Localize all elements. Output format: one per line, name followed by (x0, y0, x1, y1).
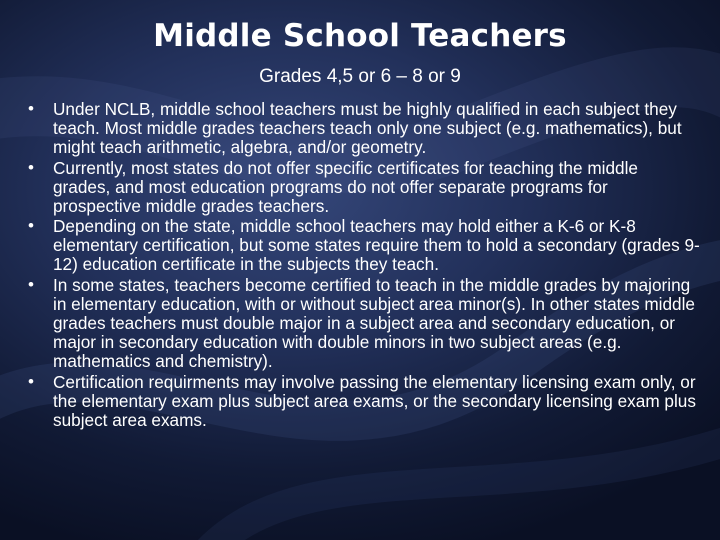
bullet-marker: • (28, 157, 34, 177)
bullet-item (28, 373, 700, 430)
bullet-text: In some states, teachers become certified to teach in the middle grades by majoring in elementary education, with or without subject area minor(s). In other states middle grades teachers must double major in a subject area and secondary education, or major in secondary education with double minors in two subject areas (e.g. mathematics and chemistry). (53, 275, 695, 371)
slide-title: Middle School Teachers (153, 18, 567, 54)
bullet-marker: • (28, 99, 34, 118)
bullet-marker: • (28, 371, 34, 391)
bullet-item (28, 159, 700, 216)
bullet-item (28, 276, 700, 371)
bullet-text: Under NCLB, middle school teachers must be highly qualified in each subject they teach. Most middle grades teachers teach only one subject (e.g. mathematics), but might teach arithmetic, algebra, and/or geometry. (53, 99, 682, 157)
bullet-text: Currently, most states do not offer specific certificates for teaching the middle grades, and most education programs do not offer separate programs for prospective middle grades teachers. (53, 157, 638, 216)
bullet-text: Certification requirments may involve passing the elementary licensing exam only, or the elementary exam plus subject area exams, or the secondary licensing exam plus subject area exams. (53, 371, 696, 430)
bullet-text: Depending on the state, middle school teachers may hold either a K-6 or K-8 elementary certification, but some states require them to hold a secondary (grades 9-12) education certificate in the subjects they teach. (53, 216, 700, 275)
bullet-item (28, 100, 700, 157)
bullet-list (28, 100, 700, 431)
slide-subtitle: Grades 4,5 or 6 – 8 or 9 (259, 66, 461, 87)
bullet-item (28, 217, 700, 274)
bullet-marker: • (28, 216, 34, 236)
bullet-marker: • (28, 275, 34, 295)
